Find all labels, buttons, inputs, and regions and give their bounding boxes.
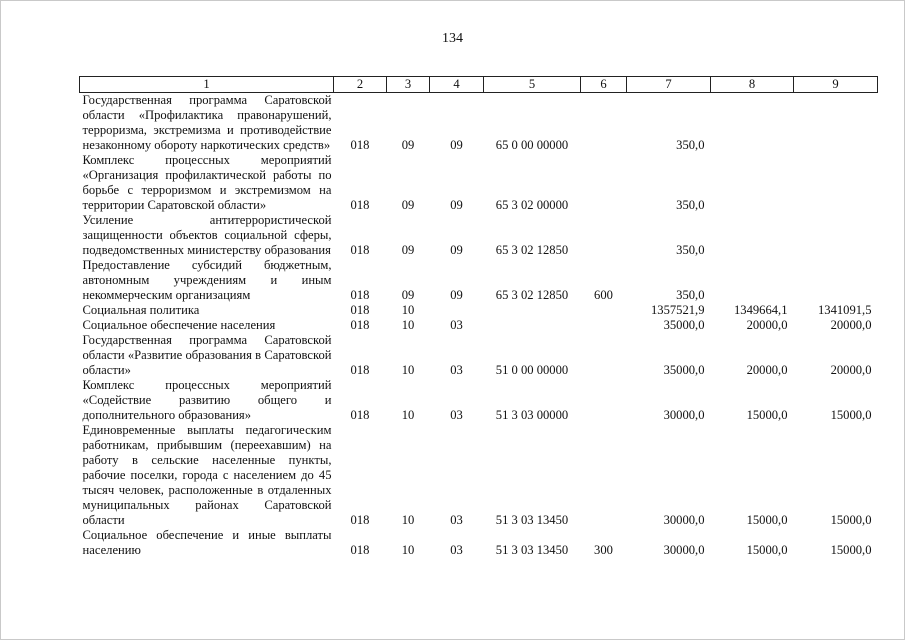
row-amount-3: 20000,0 <box>830 318 872 332</box>
row-amount-1: 30000,0 <box>663 513 705 527</box>
row-target-article: 51 3 03 13450 <box>495 543 569 557</box>
budget-table <box>79 76 878 558</box>
table-row <box>80 153 878 213</box>
header-col-5: 5 <box>484 77 581 93</box>
table-header <box>80 77 878 93</box>
row-name: Государственная программа Саратовской области «Профилактика правонарушений, терроризма, экстремизма и противодействие незаконному обороту наркотических средств» <box>82 93 332 152</box>
row-amount-2: 15000,0 <box>746 408 788 422</box>
row-amount-3: 20000,0 <box>830 363 872 377</box>
row-expense-type <box>581 153 627 213</box>
row-amount-1: 35000,0 <box>663 318 705 332</box>
page-number: 134 <box>442 31 463 46</box>
header-row <box>80 77 878 93</box>
table-row <box>80 93 878 154</box>
row-subsection: 03 <box>450 363 463 377</box>
row-amount-3: 15000,0 <box>830 513 872 527</box>
row-subsection: 03 <box>450 408 463 422</box>
row-section: 09 <box>401 243 415 257</box>
row-amount-2: 1349664,1 <box>733 303 788 317</box>
row-amount-3 <box>794 213 878 258</box>
row-subsection <box>430 303 484 318</box>
row-expense-type <box>581 378 627 423</box>
row-name: Комплекс процессных мероприятий «Организация профилактической работы по борьбе с терроризмом и экстремизмом на территории Саратовской области» <box>82 153 332 212</box>
row-ministry-code: 018 <box>350 318 370 332</box>
row-amount-2: 20000,0 <box>746 318 788 332</box>
row-target-article: 65 3 02 12850 <box>495 243 569 257</box>
table-body <box>80 93 878 559</box>
row-section: 10 <box>401 303 415 317</box>
table-row <box>80 258 878 303</box>
row-section: 10 <box>401 408 415 422</box>
row-subsection: 03 <box>450 543 463 557</box>
row-amount-2 <box>711 258 794 303</box>
table-row <box>80 528 878 558</box>
row-target-article: 51 3 03 00000 <box>495 408 569 422</box>
table-row <box>80 378 878 423</box>
row-amount-2: 15000,0 <box>746 513 788 527</box>
row-name: Социальное обеспечение и иные выплаты населению <box>82 528 332 557</box>
header-col-1: 1 <box>80 77 334 93</box>
row-expense-type <box>581 318 627 333</box>
row-name: Комплекс процессных мероприятий «Содействие развитию общего и дополнительного образования» <box>82 378 332 422</box>
row-ministry-code: 018 <box>350 408 370 422</box>
row-section: 10 <box>401 318 415 332</box>
row-amount-1: 1357521,9 <box>650 303 705 317</box>
row-amount-1: 350,0 <box>676 138 705 152</box>
row-ministry-code: 018 <box>350 138 370 152</box>
row-section: 09 <box>401 198 415 212</box>
row-amount-2: 20000,0 <box>746 363 788 377</box>
row-name: Государственная программа Саратовской области «Развитие образования в Саратовской области» <box>82 333 332 377</box>
row-target-article <box>484 318 581 333</box>
row-ministry-code: 018 <box>350 303 370 317</box>
row-expense-type <box>581 423 627 528</box>
row-ministry-code: 018 <box>350 243 370 257</box>
row-amount-3: 1341091,5 <box>817 303 872 317</box>
row-amount-2 <box>711 153 794 213</box>
row-section: 10 <box>401 363 415 377</box>
row-amount-1: 350,0 <box>676 198 705 212</box>
row-name: Социальная политика <box>82 303 200 317</box>
row-amount-2: 15000,0 <box>746 543 788 557</box>
row-ministry-code: 018 <box>350 543 370 557</box>
header-col-8: 8 <box>711 77 794 93</box>
table-row <box>80 213 878 258</box>
row-name: Социальное обеспечение населения <box>82 318 276 332</box>
row-target-article: 65 3 02 00000 <box>495 198 569 212</box>
table-row <box>80 318 878 333</box>
row-amount-2 <box>711 93 794 154</box>
row-amount-1: 30000,0 <box>663 543 705 557</box>
row-amount-1: 350,0 <box>676 288 705 302</box>
header-col-9: 9 <box>794 77 878 93</box>
header-col-7: 7 <box>627 77 711 93</box>
row-ministry-code: 018 <box>350 363 370 377</box>
header-col-3: 3 <box>387 77 430 93</box>
row-subsection: 03 <box>450 513 463 527</box>
row-target-article: 65 0 00 00000 <box>495 138 569 152</box>
row-ministry-code: 018 <box>350 513 370 527</box>
row-name: Единовременные выплаты педагогическим работникам, прибывшим (переехавшим) на работу в сельские населенные пункты, рабочие поселки, города с населением до 45 тысяч человек, расположенные в отдаленных муниципальных районах Саратовской области <box>82 423 332 527</box>
row-section: 09 <box>401 138 415 152</box>
row-expense-type <box>581 93 627 154</box>
header-col-2: 2 <box>334 77 387 93</box>
row-subsection: 09 <box>450 138 463 152</box>
row-subsection: 09 <box>450 243 463 257</box>
row-section: 10 <box>401 543 415 557</box>
table-row <box>80 303 878 318</box>
row-expense-type: 600 <box>594 288 613 302</box>
row-amount-3 <box>794 93 878 154</box>
row-target-article: 65 3 02 12850 <box>495 288 569 302</box>
row-amount-3: 15000,0 <box>830 543 872 557</box>
row-subsection: 03 <box>450 318 463 332</box>
row-expense-type: 300 <box>594 543 613 557</box>
row-section: 09 <box>401 288 415 302</box>
row-amount-3 <box>794 153 878 213</box>
row-name: Предоставление субсидий бюджетным, автономным учреждениям и иным некоммерческим организациям <box>82 258 332 302</box>
header-col-4: 4 <box>430 77 484 93</box>
row-name: Усиление антитеррористической защищенности объектов социальной сферы, подведомственных министерству образования <box>82 213 332 257</box>
header-col-6: 6 <box>581 77 627 93</box>
row-target-article: 51 3 03 13450 <box>495 513 569 527</box>
row-section: 10 <box>401 513 415 527</box>
row-target-article <box>484 303 581 318</box>
row-amount-1: 35000,0 <box>663 363 705 377</box>
row-subsection: 09 <box>450 288 463 302</box>
row-ministry-code: 018 <box>350 288 370 302</box>
row-expense-type <box>581 213 627 258</box>
row-target-article: 51 0 00 00000 <box>495 363 569 377</box>
row-amount-2 <box>711 213 794 258</box>
row-amount-1: 30000,0 <box>663 408 705 422</box>
table-row <box>80 423 878 528</box>
table-row <box>80 333 878 378</box>
row-expense-type <box>581 333 627 378</box>
row-ministry-code: 018 <box>350 198 370 212</box>
row-subsection: 09 <box>450 198 463 212</box>
row-amount-1: 350,0 <box>676 243 705 257</box>
row-amount-3: 15000,0 <box>830 408 872 422</box>
row-expense-type <box>581 303 627 318</box>
row-amount-3 <box>794 258 878 303</box>
